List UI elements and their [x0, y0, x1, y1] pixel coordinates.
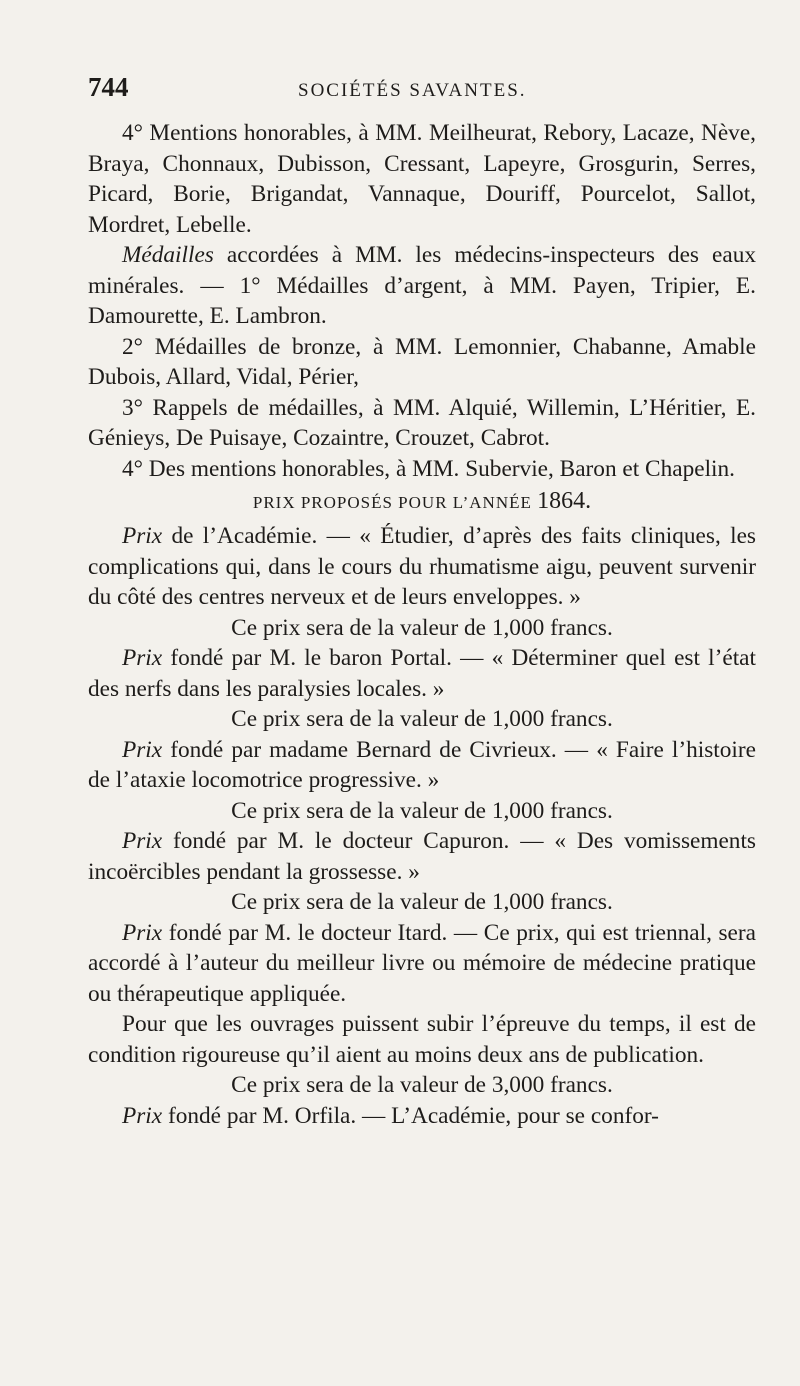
paragraph-rappels	[88, 393, 756, 454]
prize-civrieux	[88, 735, 756, 796]
prize-lead: Prix	[122, 828, 163, 854]
prize-value	[88, 887, 756, 918]
paragraph-medailles	[88, 240, 756, 332]
section-heading	[88, 486, 756, 518]
prize-text: fondé par M. le docteur Capuron. — « Des vomissements incoërcibles pendant la grossesse. »	[88, 828, 756, 885]
prize-value	[88, 704, 756, 735]
prize-orfila	[88, 1101, 756, 1132]
prize-text: fondé par madame Bernard de Civrieux. — « Faire l’histoire de l’ataxie locomotrice progressive. »	[88, 736, 756, 793]
prize-lead: Prix	[122, 736, 163, 763]
prize-itard	[88, 918, 756, 1010]
prize-text: fondé par M. le docteur Itard. — Ce prix, qui est triennal, sera accordé à l’auteur du meilleur livre ou mémoire de médecine pratique ou thérapeutique appliquée.	[88, 919, 756, 1007]
section-heading-year: 1864.	[537, 488, 592, 514]
page-header	[88, 72, 756, 112]
section-heading-text: PRIX PROPOSÉS POUR L’ANNÉE	[252, 493, 532, 512]
paragraph-lead: Médailles	[122, 242, 214, 268]
prize-portal	[88, 643, 756, 704]
prize-condition	[88, 1009, 756, 1070]
prize-value-text: Ce prix sera de la valeur de 1,000 francs.	[231, 797, 613, 824]
page-number: 744	[88, 72, 129, 102]
prize-lead: Prix	[122, 645, 163, 671]
paragraph-text: accordées à MM. les médecins-inspecteurs des eaux minérales. — 1° Médailles d’argent, à MM. Payen, Tripier, E. Damourette, E. Lambron.	[88, 242, 756, 329]
prize-value	[88, 796, 756, 827]
prize-lead: Prix	[122, 1102, 163, 1129]
prize-lead: Prix	[122, 919, 163, 946]
prize-value-text: Ce prix sera de la valeur de 3,000 francs.	[231, 1072, 613, 1098]
prize-value-text: Ce prix sera de la valeur de 1,000 francs.	[231, 614, 613, 641]
paragraph-medailles-bronze	[88, 332, 756, 393]
prize-capuron	[88, 826, 756, 887]
prize-text: de l’Académie. — « Étudier, d’après des faits cliniques, les complications qui, dans le cours du rhumatisme aigu, peuvent survenir du côté des centres nerveux et de leurs enveloppes. »	[88, 523, 756, 610]
prizes-section	[88, 521, 756, 1131]
prize-lead: Prix	[122, 523, 163, 549]
prize-value-text: Ce prix sera de la valeur de 1,000 francs.	[231, 889, 613, 915]
prize-text: fondé par M. Orfila. — L’Académie, pour se confor-	[162, 1102, 659, 1129]
paragraph-text: 3° Rappels de médailles, à MM. Alquié, Willemin, L’Héritier, E. Génieys, De Puisaye, Cozaintre, Crouzet, Cabrot.	[88, 394, 756, 451]
running-title: SOCIÉTÉS SAVANTES.	[298, 80, 527, 101]
prize-text: fondé par M. le baron Portal. — « Déterminer quel est l’état des nerfs dans les paralysies locales. »	[88, 645, 756, 702]
prize-value	[88, 613, 756, 644]
prize-value	[88, 1070, 756, 1101]
prize-academie	[88, 521, 756, 613]
paragraph-text: 2° Médailles de bronze, à MM. Lemonnier, Chabanne, Amable Dubois, Allard, Vidal, Périer,	[88, 333, 756, 390]
paragraph-text: 4° Mentions honorables, à MM. Meilheurat, Rebory, Lacaze, Nève, Braya, Chonnaux, Dubisson, Cressant, Lapeyre, Grosgurin, Serres, Picard, Borie, Brigandat, Vannaque, Douriff, Pourcelot, Sallot, Mordret, Lebelle.	[88, 120, 756, 238]
awards-section	[88, 118, 756, 484]
prize-text: Pour que les ouvrages puissent subir l’épreuve du temps, il est de condition rigoureuse qu’il aient au moins deux ans de publication.	[88, 1011, 756, 1068]
paragraph-mentions	[88, 454, 756, 485]
paragraph-text: 4° Des mentions honorables, à MM. Subervie, Baron et Chapelin.	[122, 455, 735, 482]
paragraph-mentions-honorables	[88, 118, 756, 240]
prize-value-text: Ce prix sera de la valeur de 1,000 francs.	[231, 706, 613, 732]
